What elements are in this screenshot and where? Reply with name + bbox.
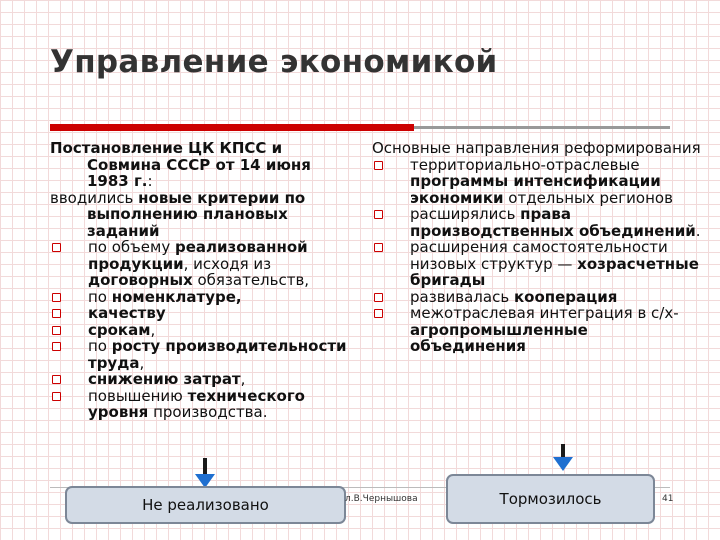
left-heading-text: Постановление ЦК КПСС и Совмина СССР от 14 июня 1983 г. <box>50 139 311 190</box>
square-bullet-icon <box>52 243 61 252</box>
list-item <box>50 289 350 306</box>
square-bullet-icon <box>374 309 383 318</box>
square-bullet-icon <box>52 375 61 384</box>
item-text: права производственных объединений <box>410 205 696 240</box>
list-item <box>50 322 350 339</box>
item-text: , <box>150 320 156 339</box>
item-text: агропромышленные объединения <box>410 320 588 355</box>
item-text: реализованной продукции <box>88 238 308 273</box>
left-heading-colon: : <box>147 172 153 190</box>
left-intro-bold: новые критерии по выполнению плановых заданий <box>87 188 306 240</box>
slowed-down-box: Тормозилось <box>446 474 655 524</box>
item-text: договорных <box>88 271 193 289</box>
square-bullet-icon <box>374 210 383 219</box>
right-column <box>372 140 702 355</box>
item-text: расширялись <box>410 205 521 223</box>
left-column <box>50 140 350 421</box>
square-bullet-icon <box>52 326 61 335</box>
right-bullet-list <box>372 157 702 355</box>
item-text: развивалась <box>410 287 514 306</box>
item-text: межотраслевая интеграция в с/х- <box>410 304 679 322</box>
item-text: технического уровня <box>88 386 305 421</box>
item-text: программы интенсификации экономики <box>410 172 661 207</box>
item-text: по <box>88 337 112 355</box>
footer-author: л.В.Чернышова <box>345 494 418 504</box>
list-item <box>50 239 350 289</box>
square-bullet-icon <box>52 342 61 351</box>
title-underline-red <box>50 124 414 131</box>
list-item <box>50 338 350 371</box>
item-text: отдельных регионов <box>503 188 673 207</box>
item-text: расширения самостоятельности низовых структур — <box>410 238 668 273</box>
square-bullet-icon <box>374 293 383 302</box>
item-text: хозрасчетные бригады <box>410 254 699 289</box>
slide-title: Управление экономикой <box>50 44 498 80</box>
item-text: , <box>139 353 145 372</box>
item-text: качеству <box>88 304 166 322</box>
item-text: обязательств, <box>192 271 310 289</box>
title-underline-gray <box>414 126 670 129</box>
item-text: территориально-отраслевые <box>410 155 640 174</box>
square-bullet-icon <box>52 293 61 302</box>
item-text: снижению затрат <box>88 370 241 388</box>
item-text: росту производительности труда <box>88 337 347 372</box>
item-text: , исходя из <box>183 254 272 273</box>
list-item <box>372 305 702 355</box>
right-heading: Основные направления реформирования <box>372 139 701 157</box>
left-intro-plain: вводились <box>50 188 139 207</box>
square-bullet-icon <box>374 161 383 170</box>
list-item <box>50 388 350 421</box>
list-item <box>50 371 350 388</box>
item-text: повышению <box>88 386 188 405</box>
left-heading <box>50 140 350 190</box>
list-item <box>372 289 702 306</box>
left-intro <box>50 190 350 240</box>
item-text: номенклатуре, <box>111 287 242 306</box>
item-text: производства. <box>148 403 268 421</box>
square-bullet-icon <box>374 243 383 252</box>
item-text: кооперация <box>513 287 618 306</box>
list-item <box>372 206 702 239</box>
page-number: 41 <box>662 494 674 504</box>
square-bullet-icon <box>52 309 61 318</box>
left-bullet-list <box>50 239 350 421</box>
not-implemented-box: Не реализовано <box>65 486 346 524</box>
list-item <box>372 239 702 289</box>
item-text: срокам <box>88 320 151 339</box>
square-bullet-icon <box>52 392 61 401</box>
item-text: . <box>695 221 701 240</box>
list-item <box>50 305 350 322</box>
item-text: по <box>88 287 112 306</box>
list-item <box>372 157 702 207</box>
item-text: , <box>240 370 246 388</box>
item-text: по объему <box>88 238 175 256</box>
